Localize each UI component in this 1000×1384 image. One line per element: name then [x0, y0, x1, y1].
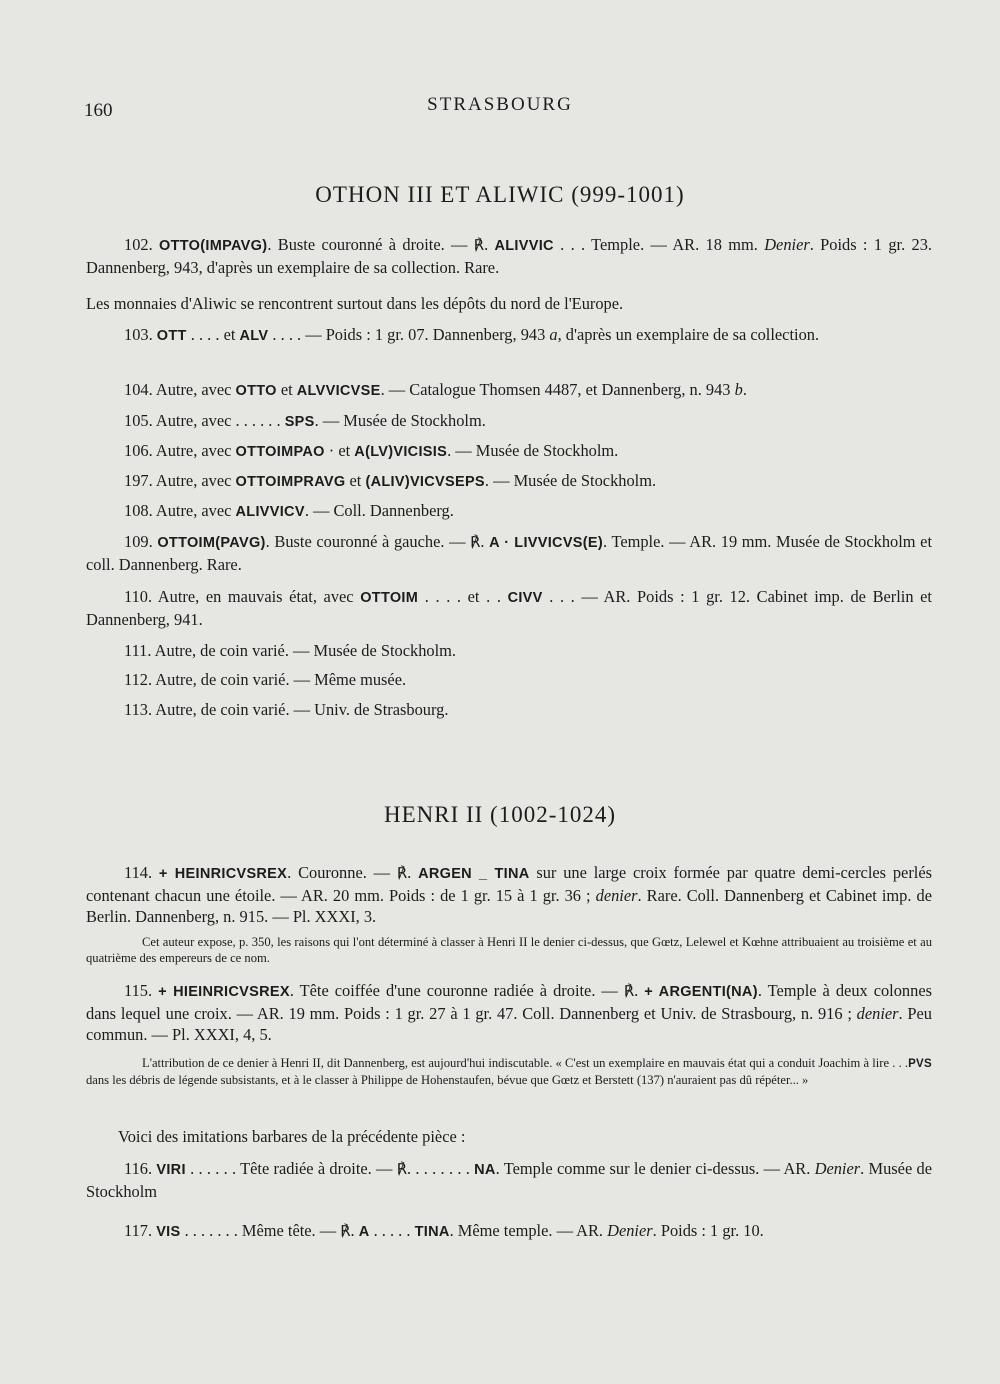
- running-title: STRASBOURG: [427, 94, 573, 115]
- entry-107: 197. Autre, avec OTTOIMPRAVG et (ALIV)VICVSEPS. — Musée de Stockholm.: [124, 471, 657, 490]
- entry-112: 112. Autre, de coin varié. — Même musée.: [124, 670, 407, 689]
- entry-111: 111. Autre, de coin varié. — Musée de Stockholm.: [124, 641, 457, 660]
- section-title-othon: OTHON III ET ALIWIC (999-1001): [315, 182, 685, 207]
- entry-109: 109. OTTOIM(PAVG). Buste couronné à gauche. — ℟. A · LIVVICVS(E). Temple. — AR. 19 mm. Musée de Stockholm et coll. Dannenberg. Rare.: [86, 532, 933, 574]
- entry-115: 115. + HIEINRICVSREX. Tête coiffée d'une couronne radiée à droite. — ℟. + ARGENTI(NA). Temple à deux colonnes dans lequel une croix. — AR. 19 mm. Poids : 1 gr. 27 à 1 gr. 47. Coll. Dannenberg et Univ. de Strasbourg, n. 916 ; denier. Peu commun. — Pl. XXXI, 4, 5.: [86, 981, 932, 1044]
- page-number: 160: [84, 100, 113, 121]
- entry-102: 102. OTTO(IMPAVG). Buste couronné à droite. — ℟. ALIVVIC . . . Temple. — AR. 18 mm. Denier. Poids : 1 gr. 23. Dannenberg, 943, d'après un exemplaire de sa collection. Rare.: [86, 235, 933, 277]
- entry-113: 113. Autre, de coin varié. — Univ. de Strasbourg.: [124, 700, 449, 719]
- entry-103: 103. OTT . . . . et ALV . . . . — Poids : 1 gr. 07. Dannenberg, 943 a, d'après un exemplaire de sa collection.: [124, 325, 820, 344]
- entry-105: 105. Autre, avec . . . . . . SPS. — Musée de Stockholm.: [124, 411, 486, 430]
- entry-110: 110. Autre, en mauvais état, avec OTTOIM . . . . et . . CIVV . . . — AR. Poids : 1 gr. 12. Cabinet imp. de Berlin et Dannenberg, 941.: [86, 587, 932, 629]
- footnote-115: L'attribution de ce denier à Henri II, dit Dannenberg, est aujourd'hui indiscutable. « C'est un exemplaire en mauvais état qui a conduit Joachim à lire . . .PVS dans les débris de légende subsistants, et à le classer à Philippe de Hohenstaufen, bévue que Gœtz et Berstett (137) n'auraient pas dû répéter... »: [86, 1056, 932, 1087]
- entry-117: 117. VIS . . . . . . . Même tête. — ℟. A . . . . . TINA. Même temple. — AR. Denier. Poids : 1 gr. 10.: [124, 1221, 764, 1240]
- entry-114: 114. + HEINRICVSREX. Couronne. — ℟. ARGEN _ TINA sur une large croix formée par quatre demi-cercles perlés contenant chacun une étoile. — AR. 20 mm. Poids : de 1 gr. 15 à 1 gr. 36 ; denier. Rare. Coll. Dannenberg et Cabinet imp. de Berlin. Dannenberg, n. 915. — Pl. XXXI, 3.: [86, 863, 932, 926]
- entry-104: 104. Autre, avec OTTO et ALVVICVSE. — Catalogue Thomsen 4487, et Dannenberg, n. 943 b.: [124, 380, 747, 399]
- imitations-intro: Voici des imitations barbares de la précédente pièce :: [118, 1127, 466, 1146]
- entry-106: 106. Autre, avec OTTOIMPAO · et A(LV)VICISIS. — Musée de Stockholm.: [124, 441, 619, 460]
- entry-108: 108. Autre, avec ALIVVICV. — Coll. Dannenberg.: [124, 501, 454, 520]
- entry-note-aliwic: Les monnaies d'Aliwic se rencontrent surtout dans les dépôts du nord de l'Europe.: [86, 294, 624, 313]
- footnote-114: Cet auteur expose, p. 350, les raisons qui l'ont déterminé à classer à Henri II le denier ci-dessus, que Gœtz, Lelewel et Kœhne attribuaient au troisième et au quatrième des empereurs de ce nom.: [86, 935, 932, 965]
- entry-116: 116. VIRI . . . . . . Tête radiée à droite. — ℟. . . . . . . . NA. Temple comme sur le denier ci-dessus. — AR. Denier. Musée de Stockholm: [86, 1159, 932, 1201]
- section-title-henri: HENRI II (1002-1024): [383, 802, 617, 827]
